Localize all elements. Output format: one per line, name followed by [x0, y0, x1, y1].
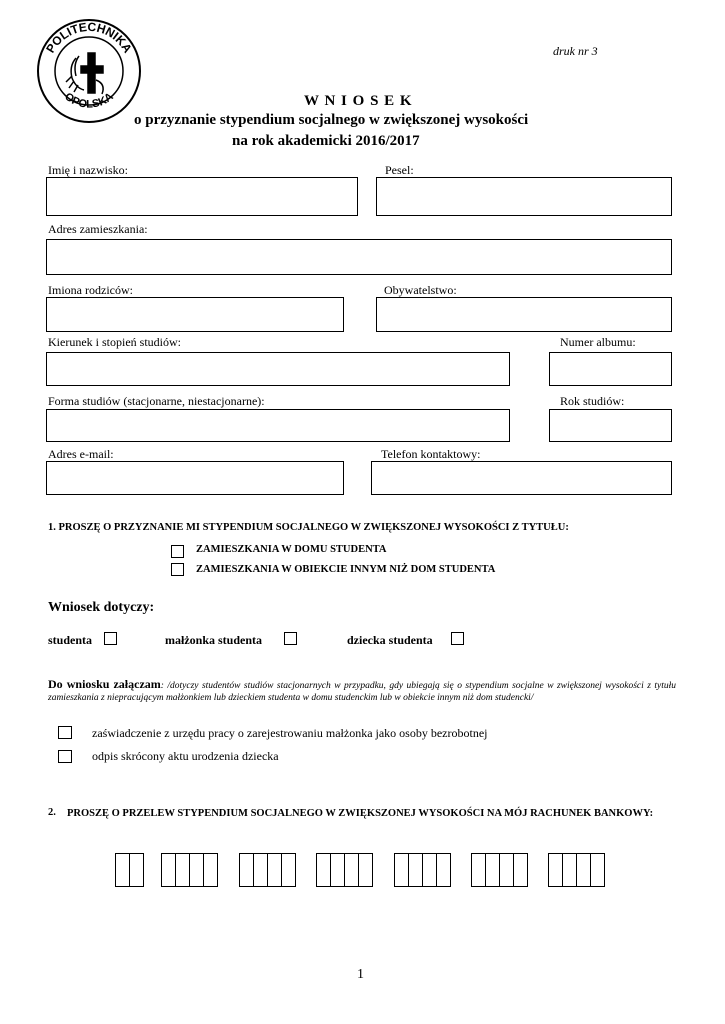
form-title: W N I O S E K [304, 93, 413, 109]
concerns-child-label: dziecka studenta [347, 633, 433, 647]
citizenship-label: Obywatelstwo: [384, 283, 457, 297]
form-of-study-field[interactable] [46, 409, 510, 442]
section1-heading: 1. PROSZĘ O PRZYZNANIE MI STYPENDIUM SOCJALNEGO W ZWIĘKSZONEJ WYSOKOŚCI Z TYTUŁU: [48, 522, 569, 533]
checkbox-dorm[interactable] [171, 545, 184, 558]
form-of-study-label: Forma studiów (stacjonarne, niestacjonarne): [48, 394, 265, 408]
form-number: druk nr 3 [553, 44, 598, 58]
address-field[interactable] [46, 239, 672, 275]
name-label: Imię i nazwisko: [48, 163, 128, 177]
checkbox-child[interactable] [451, 632, 464, 645]
pesel-label: Pesel: [385, 163, 414, 177]
email-label: Adres e-mail: [48, 447, 114, 461]
phone-field[interactable] [371, 461, 672, 495]
checkbox-unemployment-cert[interactable] [58, 726, 72, 739]
attachment-item2-label: odpis skrócony aktu urodzenia dziecka [92, 749, 279, 763]
attachments-heading: Do wniosku załączam [48, 677, 161, 691]
form-year: na rok akademicki 2016/2017 [232, 133, 420, 149]
checkbox-spouse[interactable] [284, 632, 297, 645]
form-subtitle: o przyznanie stypendium socjalnego w zwiększonej wysokości [134, 112, 529, 128]
university-seal [36, 18, 142, 124]
year-of-study-label: Rok studiów: [560, 394, 625, 408]
seal-top-text: POLITECHNIKA [43, 19, 135, 56]
account-digits-group-5[interactable] [394, 853, 451, 887]
pesel-field[interactable] [376, 177, 672, 216]
year-of-study-field[interactable] [549, 409, 672, 442]
concerns-spouse-label: małżonka studenta [165, 633, 263, 647]
concerns-heading: Wniosek dotyczy: [48, 600, 155, 615]
option-other-housing-label: ZAMIESZKANIA W OBIEKCIE INNYM NIŻ DOM STUDENTA [196, 564, 496, 575]
phone-label: Telefon kontaktowy: [381, 447, 481, 461]
field-of-study-field[interactable] [46, 352, 510, 386]
page-number: 1 [357, 967, 364, 982]
account-digits-group-2[interactable] [161, 853, 218, 887]
attachments-block [48, 678, 676, 704]
account-digits-group-7[interactable] [548, 853, 605, 887]
parents-label: Imiona rodziców: [48, 283, 133, 297]
attachment-item1-label: zaświadczenie z urzędu pracy o zarejestrowaniu małżonka jako osoby bezrobotnej [92, 726, 488, 740]
parents-field[interactable] [46, 297, 344, 332]
album-field[interactable] [549, 352, 672, 386]
citizenship-field[interactable] [376, 297, 672, 332]
address-label: Adres zamieszkania: [48, 222, 148, 236]
checkbox-birth-cert[interactable] [58, 750, 72, 763]
section2-number: 2. [48, 807, 56, 818]
attachments-note: : /dotyczy studentów studiów stacjonarnych w przypadku, gdy ubiegają się o stypendium socjalne w zwiększonej wysokości z tytułu zamieszkania z niepracującym małżonkiem lub dzieckiem studenta w domu studenckim lub w obiekcie innym niż dom studencki/ [48, 681, 676, 703]
checkbox-student[interactable] [104, 632, 117, 645]
eagle-cross-emblem [66, 53, 103, 94]
account-digits-group-1[interactable] [115, 853, 144, 887]
seal-bottom-text: OPOLSKA [62, 90, 116, 111]
account-digits-group-4[interactable] [316, 853, 373, 887]
field-of-study-label: Kierunek i stopień studiów: [48, 335, 181, 349]
section2-heading: PROSZĘ O PRZELEW STYPENDIUM SOCJALNEGO W ZWIĘKSZONEJ WYSOKOŚCI NA MÓJ RACHUNEK BANKOWY: [67, 808, 654, 819]
email-field[interactable] [46, 461, 344, 495]
name-field[interactable] [46, 177, 358, 216]
option-dorm-label: ZAMIESZKANIA W DOMU STUDENTA [196, 544, 387, 555]
album-label: Numer albumu: [560, 335, 636, 349]
account-digits-group-3[interactable] [239, 853, 296, 887]
checkbox-other-housing[interactable] [171, 563, 184, 576]
account-digits-group-6[interactable] [471, 853, 528, 887]
concerns-student-label: studenta [48, 633, 93, 647]
seal-graphic [36, 18, 142, 124]
